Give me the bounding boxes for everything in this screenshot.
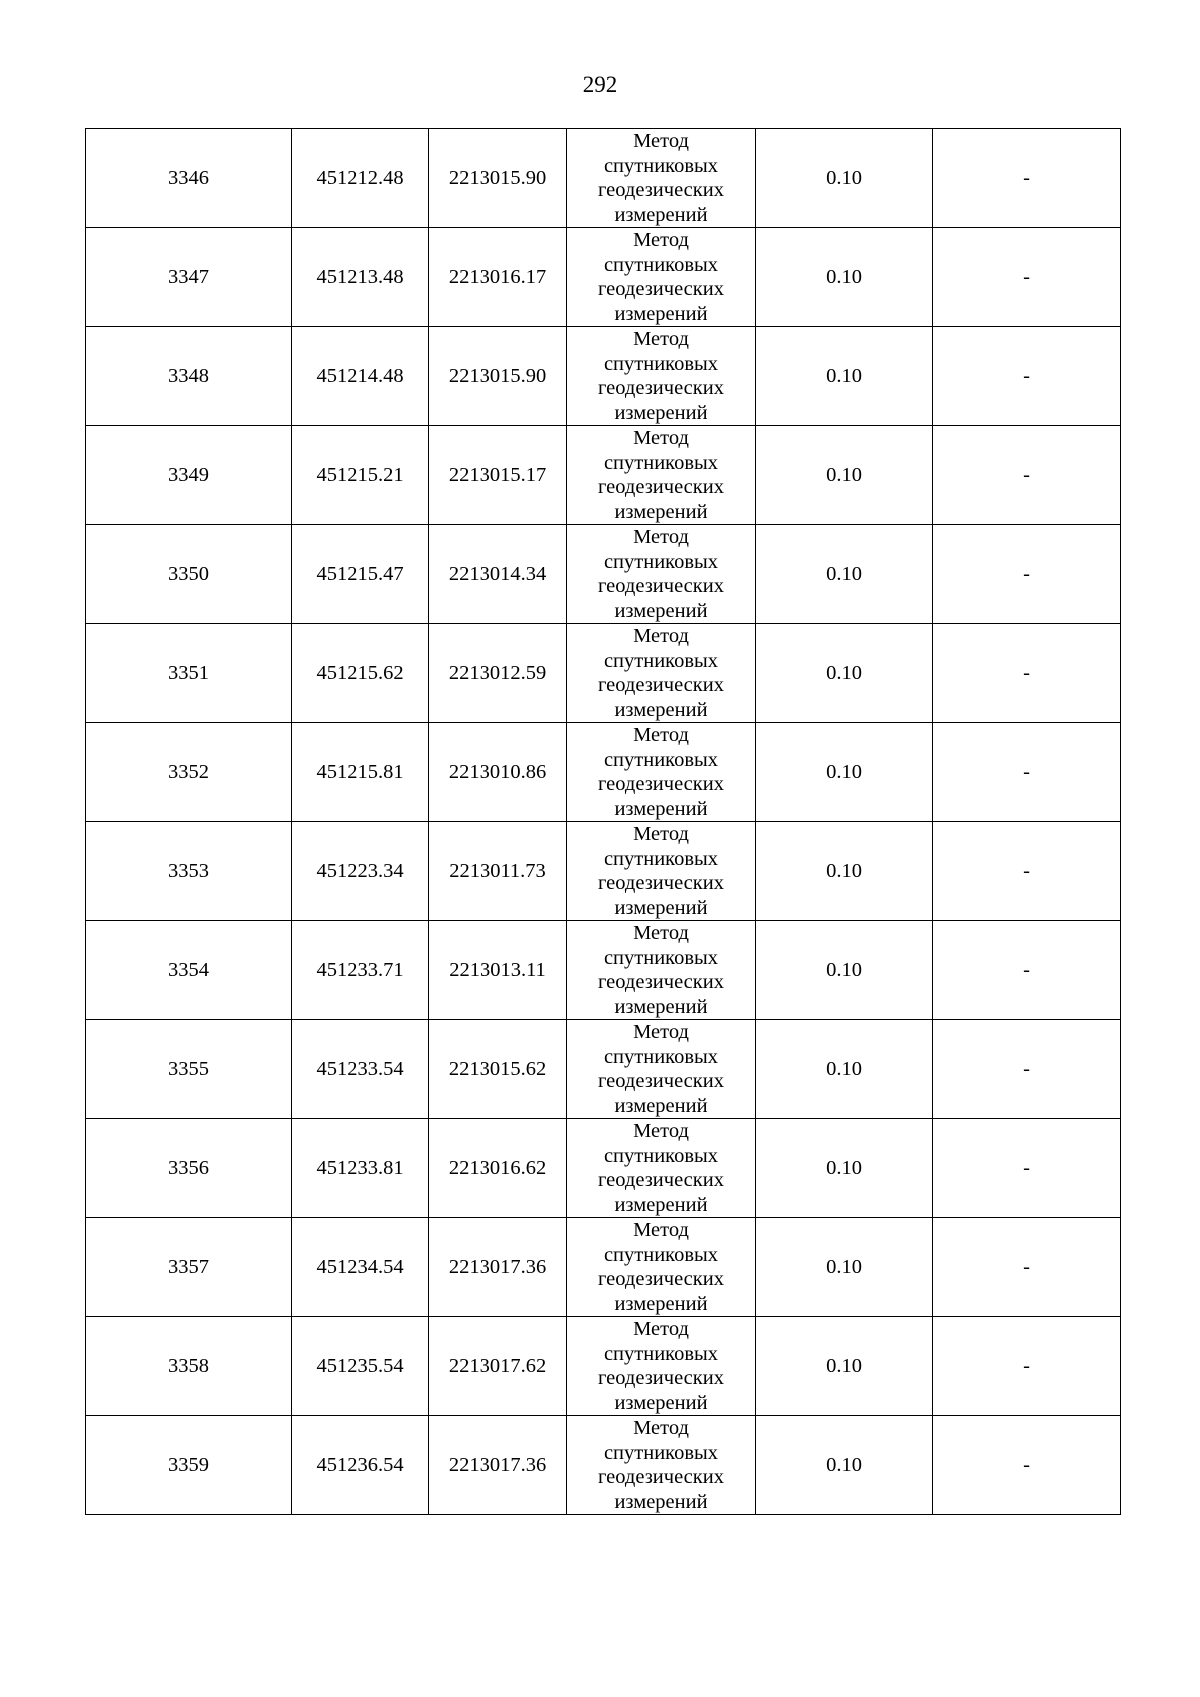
- method-cell: [567, 1317, 756, 1416]
- x-coordinate-cell: 451236.54: [292, 1416, 429, 1515]
- method-cell: [567, 822, 756, 921]
- method-line: геодезических: [598, 1268, 724, 1290]
- method-line: Метод: [633, 1318, 689, 1340]
- method-line: геодезических: [598, 971, 724, 993]
- method-line: спутниковых: [603, 352, 719, 375]
- method-line: измерений: [614, 896, 708, 919]
- table-row: [86, 1218, 1121, 1317]
- y-coordinate-cell: 2213016.62: [429, 1119, 567, 1218]
- y-coordinate-cell: 2213012.59: [429, 624, 567, 723]
- y-coordinate-cell: 2213011.73: [429, 822, 567, 921]
- note-cell: -: [933, 1119, 1121, 1218]
- table-row: [86, 426, 1121, 525]
- method-line: Метод: [633, 1219, 689, 1241]
- method-line: спутниковых: [603, 649, 719, 672]
- method-cell: [567, 1218, 756, 1317]
- method-cell: [567, 228, 756, 327]
- method-line: измерений: [614, 797, 708, 820]
- accuracy-cell: 0.10: [756, 1416, 933, 1515]
- table-row: [86, 228, 1121, 327]
- method-line: спутниковых: [603, 847, 719, 870]
- accuracy-cell: 0.10: [756, 1020, 933, 1119]
- accuracy-cell: 0.10: [756, 228, 933, 327]
- method-line: спутниковых: [603, 1045, 719, 1068]
- x-coordinate-cell: 451235.54: [292, 1317, 429, 1416]
- method-line: измерений: [614, 1094, 708, 1117]
- table-row: [86, 1020, 1121, 1119]
- x-coordinate-cell: 451223.34: [292, 822, 429, 921]
- note-cell: -: [933, 1416, 1121, 1515]
- method-line: спутниковых: [603, 451, 719, 474]
- method-line: Метод: [633, 427, 689, 449]
- accuracy-cell: 0.10: [756, 129, 933, 228]
- accuracy-cell: 0.10: [756, 327, 933, 426]
- method-cell: [567, 525, 756, 624]
- method-cell: [567, 723, 756, 822]
- point-number-cell: 3359: [86, 1416, 292, 1515]
- accuracy-cell: 0.10: [756, 624, 933, 723]
- method-line: измерений: [614, 302, 708, 325]
- method-line: геодезических: [598, 1169, 724, 1191]
- method-cell: [567, 1119, 756, 1218]
- y-coordinate-cell: 2213015.90: [429, 129, 567, 228]
- table-row: [86, 822, 1121, 921]
- y-coordinate-cell: 2213017.62: [429, 1317, 567, 1416]
- method-line: Метод: [633, 328, 689, 350]
- accuracy-cell: 0.10: [756, 525, 933, 624]
- x-coordinate-cell: 451215.81: [292, 723, 429, 822]
- method-line: измерений: [614, 995, 708, 1018]
- point-number-cell: 3350: [86, 525, 292, 624]
- y-coordinate-cell: 2213017.36: [429, 1218, 567, 1317]
- note-cell: -: [933, 426, 1121, 525]
- point-number-cell: 3357: [86, 1218, 292, 1317]
- method-line: Метод: [633, 625, 689, 647]
- point-number-cell: 3349: [86, 426, 292, 525]
- method-line: измерений: [614, 599, 708, 622]
- method-line: спутниковых: [603, 1441, 719, 1464]
- y-coordinate-cell: 2213014.34: [429, 525, 567, 624]
- table-row: [86, 921, 1121, 1020]
- table-row: [86, 1119, 1121, 1218]
- note-cell: -: [933, 1317, 1121, 1416]
- method-line: спутниковых: [603, 1342, 719, 1365]
- note-cell: -: [933, 723, 1121, 822]
- method-line: Метод: [633, 922, 689, 944]
- method-line: измерений: [614, 1490, 708, 1513]
- note-cell: -: [933, 525, 1121, 624]
- y-coordinate-cell: 2213017.36: [429, 1416, 567, 1515]
- point-number-cell: 3352: [86, 723, 292, 822]
- method-line: геодезических: [598, 179, 724, 201]
- table-body: [86, 129, 1121, 1515]
- x-coordinate-cell: 451215.21: [292, 426, 429, 525]
- note-cell: -: [933, 1020, 1121, 1119]
- accuracy-cell: 0.10: [756, 1119, 933, 1218]
- method-line: Метод: [633, 724, 689, 746]
- note-cell: -: [933, 228, 1121, 327]
- method-cell: [567, 1416, 756, 1515]
- method-line: спутниковых: [603, 550, 719, 573]
- table-row: [86, 1317, 1121, 1416]
- method-line: измерений: [614, 1193, 708, 1216]
- note-cell: -: [933, 1218, 1121, 1317]
- accuracy-cell: 0.10: [756, 921, 933, 1020]
- x-coordinate-cell: 451233.54: [292, 1020, 429, 1119]
- x-coordinate-cell: 451213.48: [292, 228, 429, 327]
- accuracy-cell: 0.10: [756, 822, 933, 921]
- y-coordinate-cell: 2213010.86: [429, 723, 567, 822]
- method-line: геодезических: [598, 575, 724, 597]
- page-number: 292: [582, 72, 618, 97]
- method-line: спутниковых: [603, 253, 719, 276]
- point-number-cell: 3356: [86, 1119, 292, 1218]
- note-cell: -: [933, 822, 1121, 921]
- note-cell: -: [933, 921, 1121, 1020]
- y-coordinate-cell: 2213013.11: [429, 921, 567, 1020]
- coordinates-table: [85, 128, 1121, 1515]
- x-coordinate-cell: 451215.62: [292, 624, 429, 723]
- method-line: геодезических: [598, 377, 724, 399]
- method-line: измерений: [614, 203, 708, 226]
- x-coordinate-cell: 451214.48: [292, 327, 429, 426]
- method-line: Метод: [633, 229, 689, 251]
- note-cell: -: [933, 129, 1121, 228]
- method-line: Метод: [633, 130, 689, 152]
- method-cell: [567, 624, 756, 723]
- point-number-cell: 3358: [86, 1317, 292, 1416]
- method-line: геодезических: [598, 1466, 724, 1488]
- method-line: Метод: [633, 526, 689, 548]
- method-cell: [567, 129, 756, 228]
- method-cell: [567, 426, 756, 525]
- point-number-cell: 3347: [86, 228, 292, 327]
- table-row: [86, 723, 1121, 822]
- note-cell: -: [933, 624, 1121, 723]
- point-number-cell: 3355: [86, 1020, 292, 1119]
- method-line: геодезических: [598, 1367, 724, 1389]
- point-number-cell: 3354: [86, 921, 292, 1020]
- y-coordinate-cell: 2213015.62: [429, 1020, 567, 1119]
- method-line: Метод: [633, 1021, 689, 1043]
- y-coordinate-cell: 2213015.90: [429, 327, 567, 426]
- table-row: [86, 525, 1121, 624]
- table-row: [86, 1416, 1121, 1515]
- y-coordinate-cell: 2213016.17: [429, 228, 567, 327]
- method-line: Метод: [633, 823, 689, 845]
- point-number-cell: 3348: [86, 327, 292, 426]
- table-row: [86, 327, 1121, 426]
- accuracy-cell: 0.10: [756, 426, 933, 525]
- method-line: геодезических: [598, 773, 724, 795]
- point-number-cell: 3353: [86, 822, 292, 921]
- method-line: измерений: [614, 698, 708, 721]
- accuracy-cell: 0.10: [756, 723, 933, 822]
- method-line: спутниковых: [603, 154, 719, 177]
- method-line: измерений: [614, 401, 708, 424]
- point-number-cell: 3351: [86, 624, 292, 723]
- method-line: Метод: [633, 1120, 689, 1142]
- method-cell: [567, 1020, 756, 1119]
- method-cell: [567, 921, 756, 1020]
- method-line: измерений: [614, 500, 708, 523]
- method-line: спутниковых: [603, 1144, 719, 1167]
- accuracy-cell: 0.10: [756, 1218, 933, 1317]
- method-line: Метод: [633, 1417, 689, 1439]
- method-line: геодезических: [598, 1070, 724, 1092]
- method-line: спутниковых: [603, 1243, 719, 1266]
- method-line: геодезических: [598, 476, 724, 498]
- table-row: [86, 624, 1121, 723]
- point-number-cell: 3346: [86, 129, 292, 228]
- method-line: спутниковых: [603, 946, 719, 969]
- x-coordinate-cell: 451215.47: [292, 525, 429, 624]
- method-line: спутниковых: [603, 748, 719, 771]
- x-coordinate-cell: 451234.54: [292, 1218, 429, 1317]
- y-coordinate-cell: 2213015.17: [429, 426, 567, 525]
- note-cell: -: [933, 327, 1121, 426]
- method-line: измерений: [614, 1292, 708, 1315]
- x-coordinate-cell: 451212.48: [292, 129, 429, 228]
- table-row: [86, 129, 1121, 228]
- method-line: измерений: [614, 1391, 708, 1414]
- x-coordinate-cell: 451233.81: [292, 1119, 429, 1218]
- accuracy-cell: 0.10: [756, 1317, 933, 1416]
- method-line: геодезических: [598, 872, 724, 894]
- method-line: геодезических: [598, 278, 724, 300]
- method-cell: [567, 327, 756, 426]
- method-line: геодезических: [598, 674, 724, 696]
- x-coordinate-cell: 451233.71: [292, 921, 429, 1020]
